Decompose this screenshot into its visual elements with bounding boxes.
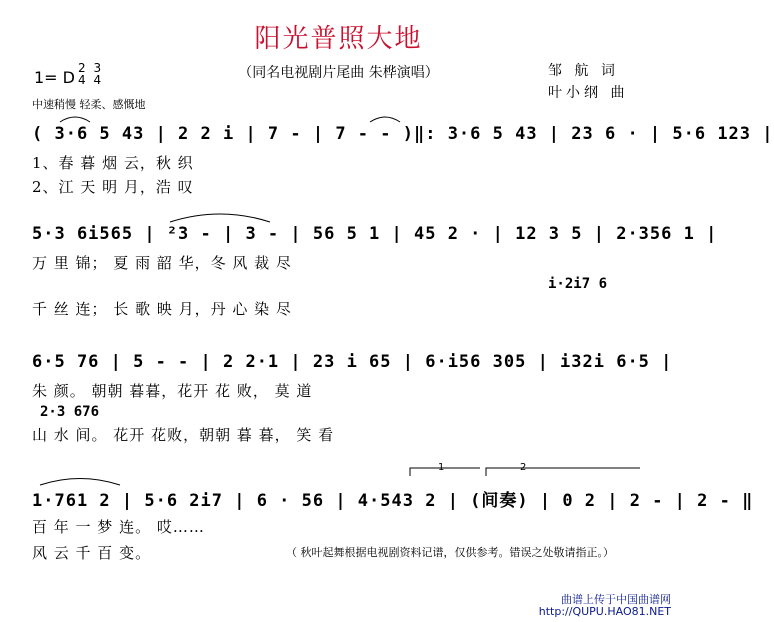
score-row-1-lyric-verse-2: 2、江 天 明 月，浩 叹 — [32, 178, 194, 196]
first-ending-number: 1 — [438, 462, 445, 473]
score-row-2-lyric-verse-2: 千 丝 连； 长 歌 映 月，丹 心 染 尽 — [32, 300, 292, 318]
score-row-2-variant-notes: i·2i7 6 — [548, 276, 608, 292]
composer-credit: 叶小纲 曲 — [548, 85, 629, 101]
score-row-3-variant-notes: 2·3 676 — [40, 404, 100, 420]
song-subtitle: （同名电视剧片尾曲 朱桦演唱） — [238, 65, 439, 81]
site-footer — [539, 594, 671, 618]
score-row-4-notes: 1·761 2 | 5·6 2i7 | 6 · 56 | 4·543 2 | (间奏) | 0 2 | 2 - | 2 - ‖ — [32, 491, 754, 511]
song-title: 阳光普照大地 — [254, 24, 423, 54]
second-ending-number: 2 — [520, 462, 527, 473]
score-row-2-lyric-verse-1: 万 里 锦； 夏 雨 韶 华，冬 风 裁 尽 — [32, 254, 292, 272]
footer-line-1: 曲谱上传于中国曲谱网 — [561, 593, 671, 606]
score-row-4-lyric-verse-1: 百 年 一 梦 连。 哎…… — [32, 518, 205, 536]
score-row-3-notes: 6·5 76 | 5 - - | 2 2·1 | 23 i 65 | 6·i56 305 | i32i 6·5 | — [32, 352, 673, 372]
tempo-marking: 中速稍慢 轻柔、感慨地 — [32, 98, 146, 111]
score-row-2-notes: 5·3 6i565 | ²3 - | 3 - | 56 5 1 | 45 2 · | 12 3 5 | 2·356 1 | — [32, 224, 718, 244]
score-row-3-lyric-verse-2: 山 水 间。 花开 花败，朝朝 暮 暮， 笑 看 — [32, 426, 335, 444]
score-row-1-notes: ( 3·6 5 43 | 2 2 i | 7 - | 7 - - )‖: 3·6 5 43 | 23 6 · | 5·6 123 | — [32, 124, 774, 144]
footer-url[interactable]: http://QUPU.HAO81.NET — [538, 605, 671, 618]
time-signature: 2 4 3 4 — [78, 61, 102, 87]
score-row-3-lyric-verse-1: 朱 颜。 朝朝 暮暮，花开 花 败， 莫 道 — [32, 382, 313, 400]
key-signature: 1= D — [34, 68, 75, 87]
score-row-1-lyric-verse-1: 1、春 暮 烟 云，秋 织 — [32, 154, 194, 172]
transcription-note: （ 秋叶起舞根据电视剧资料记谱，仅供参考。错误之处敬请指正。） — [286, 546, 614, 559]
lyricist-credit: 邹 航 词 — [548, 63, 619, 79]
score-row-4-lyric-verse-2: 风 云 千 百 变。 — [32, 544, 152, 562]
